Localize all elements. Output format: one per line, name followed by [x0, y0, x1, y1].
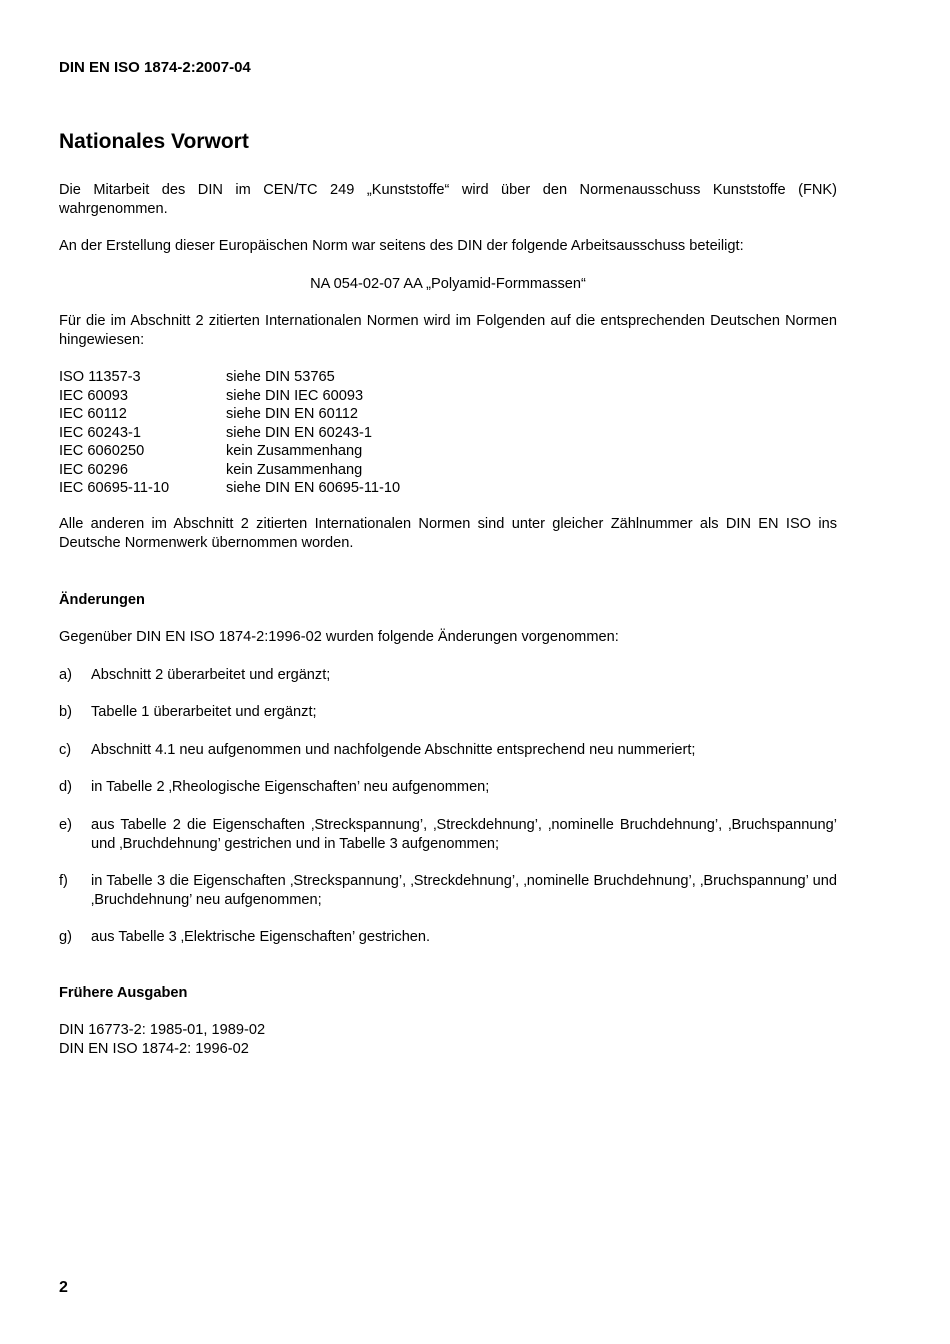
document-header: DIN EN ISO 1874-2:2007-04 — [59, 59, 251, 76]
intro-paragraph-3: Für die im Abschnitt 2 zitierten Internationalen Normen wird im Folgenden auf die entsprechenden Deutschen Normen hingewiesen: — [59, 313, 837, 348]
din-standard: siehe DIN IEC 60093 — [226, 387, 364, 404]
list-marker: f) — [59, 873, 68, 889]
intl-standard: IEC 60112 — [59, 406, 127, 422]
list-text: in Tabelle 3 die Eigenschaften ‚Streckspannung’, ‚Streckdehnung’, ‚nominelle Bruchdehnung’, ‚Bruchspannung’ und ‚Bruchdehnung’ neu aufgenommen; — [91, 873, 837, 908]
list-marker: a) — [59, 667, 72, 683]
intl-standard: IEC 60296 — [59, 461, 128, 478]
list-text: in Tabelle 2 ‚Rheologische Eigenschaften’ neu aufgenommen; — [91, 779, 490, 795]
previous-edition-line: DIN EN ISO 1874-2: 1996-02 — [59, 1040, 249, 1057]
page-title: Nationales Vorwort — [59, 130, 249, 153]
list-item — [59, 872, 837, 909]
page-number: 2 — [59, 1279, 68, 1296]
list-item — [59, 928, 837, 947]
reference-row — [59, 424, 837, 443]
previous-editions-list — [59, 1021, 837, 1058]
intl-standard: ISO 11357-3 — [59, 369, 141, 385]
reference-row — [59, 387, 837, 406]
list-item — [59, 816, 837, 853]
din-standard: siehe DIN EN 60112 — [226, 406, 358, 422]
list-text: Tabelle 1 überarbeitet und ergänzt; — [91, 704, 317, 720]
list-item — [59, 741, 837, 760]
committee-name: NA 054-02-07 AA „Polyamid-Formmassen“ — [310, 276, 586, 292]
changes-heading: Änderungen — [59, 592, 145, 608]
list-text: Abschnitt 4.1 neu aufgenommen und nachfolgende Abschnitte entsprechend neu nummeriert; — [91, 742, 696, 758]
reference-row — [59, 442, 837, 461]
intl-standard: IEC 60093 — [59, 387, 128, 404]
previous-edition-line: DIN 16773-2: 1985-01, 1989-02 — [59, 1022, 266, 1038]
din-standard: siehe DIN EN 60695-11-10 — [226, 480, 401, 496]
list-item — [59, 666, 837, 685]
intro-paragraph-1: Die Mitarbeit des DIN im CEN/TC 249 „Kunststoffe“ wird über den Normenausschuss Kunststoffe (FNK) wahrgenommen. — [59, 182, 837, 217]
list-marker: c) — [59, 742, 72, 758]
din-standard: siehe DIN 53765 — [226, 369, 335, 385]
intl-standard: IEC 6060250 — [59, 443, 145, 459]
list-text: aus Tabelle 2 die Eigenschaften ‚Streckspannung’, ‚Streckdehnung’, ‚nominelle Bruchdehnung’, ‚Bruchspannung’ und ‚Bruchdehnung’ gestrichen und in Tabelle 3 aufgenommen; — [91, 817, 837, 852]
list-marker: g) — [59, 929, 72, 945]
list-marker: e) — [59, 817, 72, 833]
intl-standard: IEC 60695-11-10 — [59, 480, 170, 496]
reference-row — [59, 368, 837, 387]
reference-row — [59, 461, 837, 480]
din-standard: kein Zusammenhang — [226, 461, 363, 478]
reference-table — [59, 368, 837, 498]
changes-lead: Gegenüber DIN EN ISO 1874-2:1996-02 wurden folgende Änderungen vorgenommen: — [59, 629, 619, 645]
list-text: Abschnitt 2 überarbeitet und ergänzt; — [91, 667, 331, 683]
din-standard: kein Zusammenhang — [226, 443, 363, 459]
previous-editions-heading: Frühere Ausgaben — [59, 985, 188, 1001]
reference-row — [59, 479, 837, 498]
list-item — [59, 778, 837, 797]
list-marker: d) — [59, 779, 72, 795]
list-text: aus Tabelle 3 ‚Elektrische Eigenschaften’ gestrichen. — [91, 929, 431, 945]
reference-row — [59, 405, 837, 424]
list-item — [59, 703, 837, 722]
intl-standard: IEC 60243-1 — [59, 424, 141, 441]
din-standard: siehe DIN EN 60243-1 — [226, 424, 373, 441]
intro-paragraph-2: An der Erstellung dieser Europäischen Norm war seitens des DIN der folgende Arbeitsausschuss beteiligt: — [59, 238, 744, 254]
intro-paragraph-4: Alle anderen im Abschnitt 2 zitierten Internationalen Normen sind unter gleicher Zählnummer als DIN EN ISO ins Deutsche Normenwerk übernommen worden. — [59, 516, 837, 551]
list-marker: b) — [59, 704, 72, 720]
